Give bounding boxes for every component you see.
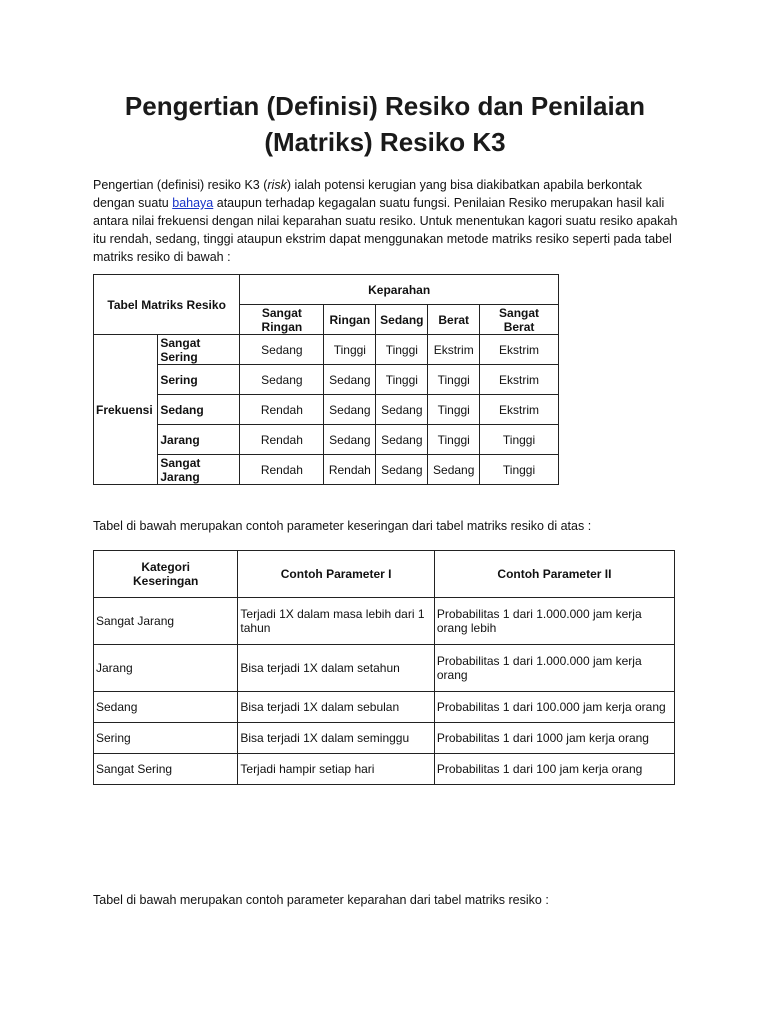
page-title (90, 88, 680, 160)
matrix-cell: Sedang (324, 365, 376, 395)
table-cell: Sangat Jarang (94, 598, 238, 645)
frequency-level-label: Sering (158, 365, 240, 395)
frequency-table-body (94, 598, 675, 785)
severity-level-header: Sangat Berat (480, 305, 559, 335)
matrix-cell: Ekstrim (480, 365, 559, 395)
table-cell: Probabilitas 1 dari 1000 jam kerja orang (434, 723, 674, 754)
severity-level-header: Ringan (324, 305, 376, 335)
matrix-cell: Tinggi (376, 365, 428, 395)
severity-header: Keparahan (240, 275, 559, 305)
severity-level-header: Sangat Ringan (240, 305, 324, 335)
matrix-cell: Tinggi (428, 395, 480, 425)
matrix-body (94, 335, 559, 485)
matrix-cell: Sedang (376, 395, 428, 425)
intro-text-3: ataupun terhadap kegagalan suatu fungsi. Penilaian Resiko merupakan hasil kali antara nilai frekuensi dengan nilai keparahan suatu resiko. Untuk menentukan kagori suatu resiko apakah itu rendah, sedang, tinggi ataupun ekstrim dapat menggunakan metode matriks resiko seperti pada tabel matriks resiko di bawah : (93, 196, 678, 264)
frequency-parameter-table (93, 550, 675, 785)
matrix-cell: Rendah (324, 455, 376, 485)
table-cell: Bisa terjadi 1X dalam setahun (238, 645, 434, 692)
matrix-row (94, 395, 559, 425)
matrix-cell: Sedang (376, 425, 428, 455)
matrix-cell: Ekstrim (480, 395, 559, 425)
table-row (94, 598, 675, 645)
frequency-table-column-header: Contoh Parameter II (434, 551, 674, 598)
table-row (94, 692, 675, 723)
table-cell: Terjadi hampir setiap hari (238, 754, 434, 785)
frequency-table-header (94, 551, 675, 598)
table-cell: Sering (94, 723, 238, 754)
matrix-cell: Rendah (240, 455, 324, 485)
severity-caption: Tabel di bawah merupakan contoh parameter keparahan dari tabel matriks resiko : (93, 893, 549, 907)
matrix-cell: Ekstrim (428, 335, 480, 365)
matrix-cell: Rendah (240, 425, 324, 455)
matrix-cell: Tinggi (428, 365, 480, 395)
severity-level-header: Berat (428, 305, 480, 335)
matrix-cell: Sedang (428, 455, 480, 485)
intro-text-2: ) ialah potensi kerugian yang bisa diakibatkan apabila berkontak dengan suatu (93, 178, 642, 210)
bahaya-link[interactable]: bahaya (172, 196, 214, 210)
intro-text-1: Pengertian (definisi) resiko K3 ( (93, 178, 268, 192)
matrix-cell: Sedang (240, 365, 324, 395)
table-cell: Jarang (94, 645, 238, 692)
table-row (94, 645, 675, 692)
table-cell: Terjadi 1X dalam masa lebih dari 1 tahun (238, 598, 434, 645)
frequency-level-label: Sangat Jarang (158, 455, 240, 485)
severity-level-header: Sedang (376, 305, 428, 335)
matrix-cell: Sedang (376, 455, 428, 485)
intro-italic: risk (267, 178, 287, 192)
frequency-header: Frekuensi (94, 335, 158, 485)
matrix-cell: Tinggi (376, 335, 428, 365)
frequency-level-label: Sangat Sering (158, 335, 240, 365)
table-cell: Probabilitas 1 dari 1.000.000 jam kerja orang lebih (434, 598, 674, 645)
title-line-1: Pengertian (Definisi) Resiko dan Penilaian (124, 91, 646, 121)
table-cell: Bisa terjadi 1X dalam seminggu (238, 723, 434, 754)
matrix-row (94, 455, 559, 485)
matrix-cell: Tinggi (480, 425, 559, 455)
matrix-cell: Tinggi (428, 425, 480, 455)
matrix-row (94, 425, 559, 455)
risk-matrix-table (93, 274, 559, 485)
frequency-table-column-header: Kategori Keseringan (94, 551, 238, 598)
table-cell: Probabilitas 1 dari 100.000 jam kerja orang (434, 692, 674, 723)
frequency-table-column-header: Contoh Parameter I (238, 551, 434, 598)
matrix-cell: Tinggi (480, 455, 559, 485)
title-line-2: (Matriks) Resiko K3 (264, 127, 506, 157)
table-cell: Probabilitas 1 dari 1.000.000 jam kerja orang (434, 645, 674, 692)
intro-paragraph (93, 176, 683, 266)
matrix-row (94, 335, 559, 365)
table-row (94, 754, 675, 785)
frequency-level-label: Sedang (158, 395, 240, 425)
matrix-cell: Rendah (240, 395, 324, 425)
frequency-level-label: Jarang (158, 425, 240, 455)
matrix-corner-label: Tabel Matriks Resiko (94, 275, 240, 335)
matrix-row (94, 365, 559, 395)
matrix-cell: Tinggi (324, 335, 376, 365)
table-cell: Sedang (94, 692, 238, 723)
matrix-cell: Ekstrim (480, 335, 559, 365)
table-cell: Sangat Sering (94, 754, 238, 785)
matrix-cell: Sedang (324, 395, 376, 425)
table-row (94, 723, 675, 754)
matrix-cell: Sedang (324, 425, 376, 455)
matrix-cell: Sedang (240, 335, 324, 365)
table-cell: Bisa terjadi 1X dalam sebulan (238, 692, 434, 723)
table-cell: Probabilitas 1 dari 100 jam kerja orang (434, 754, 674, 785)
frequency-caption: Tabel di bawah merupakan contoh parameter keseringan dari tabel matriks resiko di atas : (93, 519, 592, 533)
